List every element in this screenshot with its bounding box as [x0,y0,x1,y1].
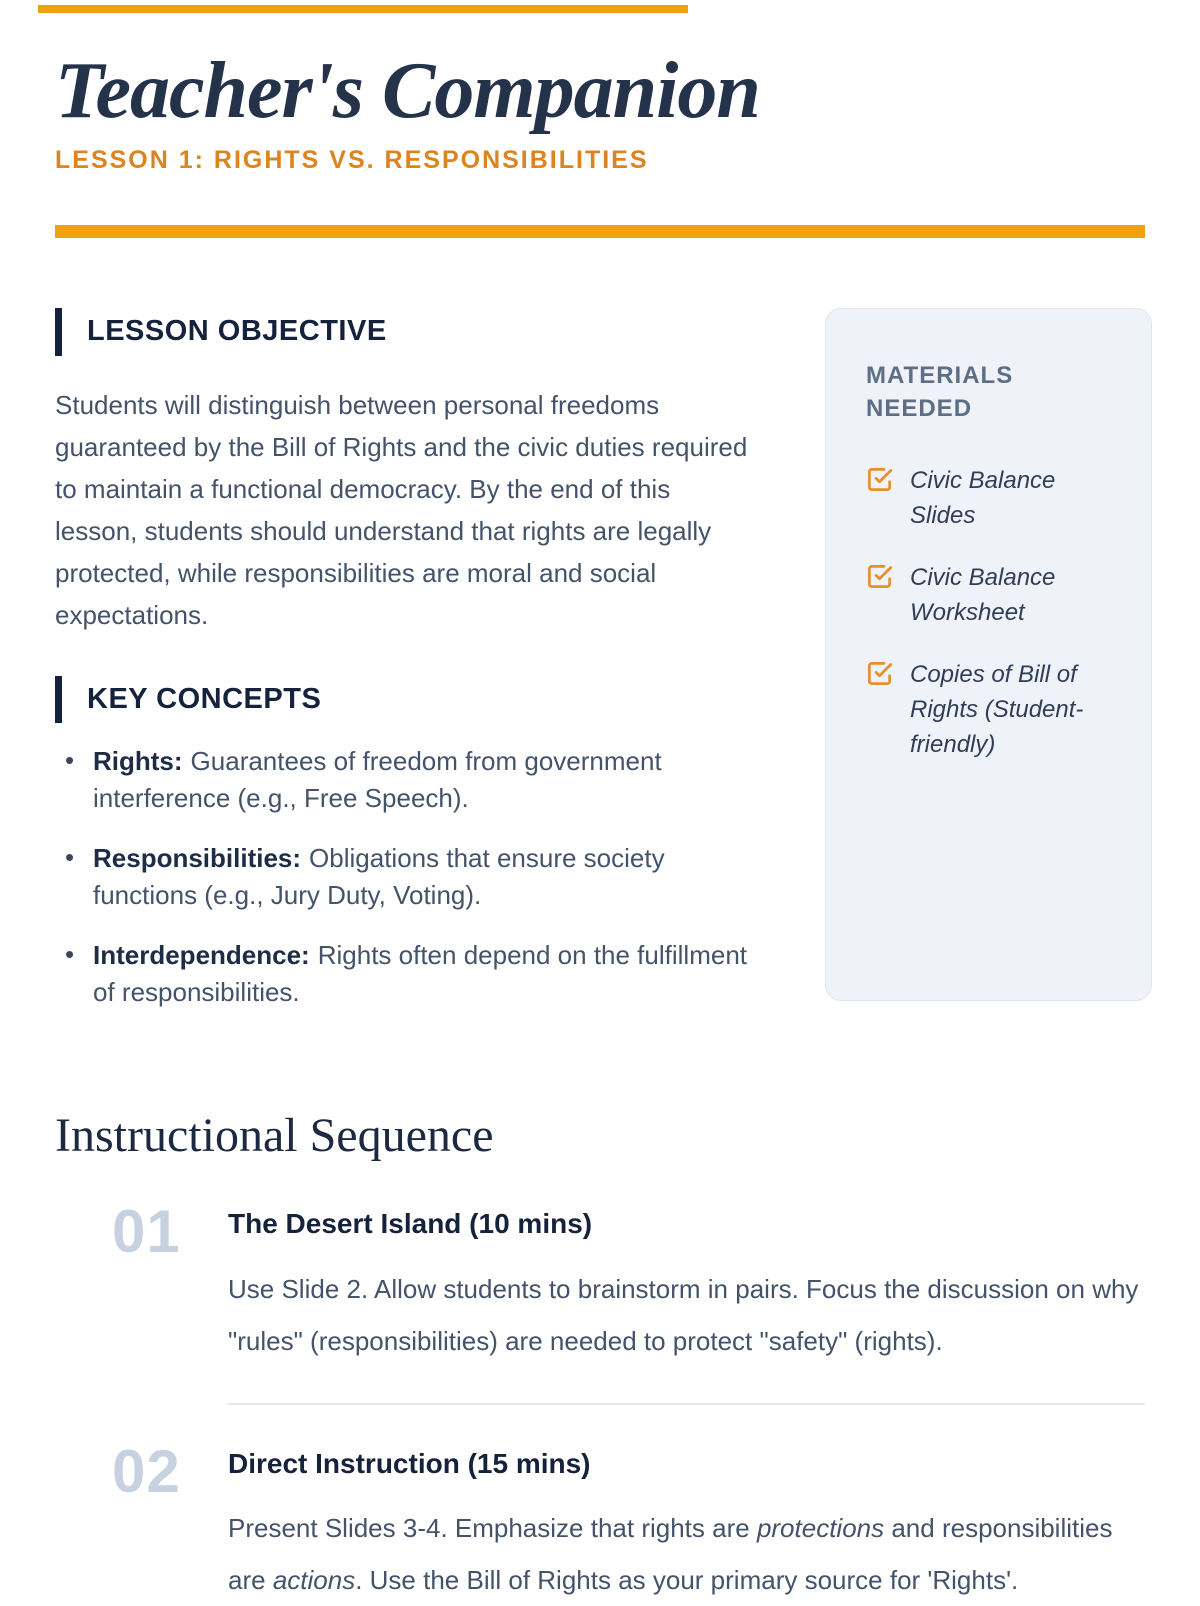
concept-term: Responsibilities: [93,843,302,874]
concept-definition: Guarantees of freedom from government interference (e.g., Free Speech). [93,746,662,814]
check-square-icon [866,466,893,493]
step-description [228,1502,1145,1606]
instructional-sequence-heading: Instructional Sequence [55,1109,494,1163]
document-header [55,48,1145,175]
check-square-icon [866,660,893,687]
material-item [866,657,1113,762]
step-title: The Desert Island (10 mins) [228,1208,593,1240]
concept-term: Interdependence: [93,940,310,971]
materials-card [825,308,1152,1001]
key-concepts-section [55,676,759,1011]
check-square-icon [866,563,893,590]
step-body [228,1203,1145,1405]
concept-definition: Rights often depend on the fulfillment of responsibilities. [93,940,747,1008]
lesson-objective-text: Students will distinguish between personal freedoms guaranteed by the Bill of Rights and the civic duties required to maintain a functional democracy. By the end of this lesson, students should understand that rights are legally protected, while responsibilities are moral and social expectations. [55,389,748,630]
materials-heading: MATERIALS NEEDED [866,362,1014,423]
material-label: Civic Balance Slides [910,467,1056,530]
top-accent-bar [38,5,688,13]
concept-term: Rights: [93,746,183,777]
lesson-objective-heading: LESSON OBJECTIVE [55,308,759,355]
step-desc-text: . Use the Bill of Rights as your primary source for 'Rights'. [355,1565,1019,1596]
step-title: Direct Instruction (15 mins) [228,1447,591,1479]
lesson-subtitle: LESSON 1: RIGHTS VS. RESPONSIBILITIES [55,146,649,175]
material-label: Civic Balance Worksheet [910,564,1056,627]
step-desc-italic: actions [272,1565,356,1596]
step-number: 01 [112,1198,181,1266]
concept-item [55,743,759,817]
step-desc-italic: protections [756,1513,885,1544]
content-columns [55,308,1145,1034]
step-description [228,1263,1145,1367]
step-desc-text: Present Slides 3-4. Emphasize that rights are [228,1513,757,1544]
key-concepts-heading: KEY CONCEPTS [55,676,759,723]
step-desc-text: and responsibilities are [228,1513,1113,1596]
step-number: 02 [112,1437,181,1505]
step-2 [55,1437,1145,1606]
step-body [228,1443,1145,1606]
lesson-objective-section [55,308,759,635]
concept-item [55,937,759,1011]
material-label: Copies of Bill of Rights (Student-friendly) [910,661,1084,759]
key-concepts-list [55,743,759,1011]
step-1 [55,1198,1145,1405]
instructional-steps [55,1198,1145,1606]
material-item [866,463,1113,533]
concept-item [55,840,759,914]
material-item [866,560,1113,630]
main-column [55,308,759,1034]
concept-definition: Obligations that ensure society functions (e.g., Jury Duty, Voting). [93,843,665,911]
step-desc-text: Use Slide 2. Allow students to brainstorm in pairs. Focus the discussion on why "rules" (responsibilities) are needed to protect "safety" (rights). [228,1273,1139,1356]
page-title: Teacher's Companion [55,47,760,135]
header-divider-rule [55,225,1145,238]
